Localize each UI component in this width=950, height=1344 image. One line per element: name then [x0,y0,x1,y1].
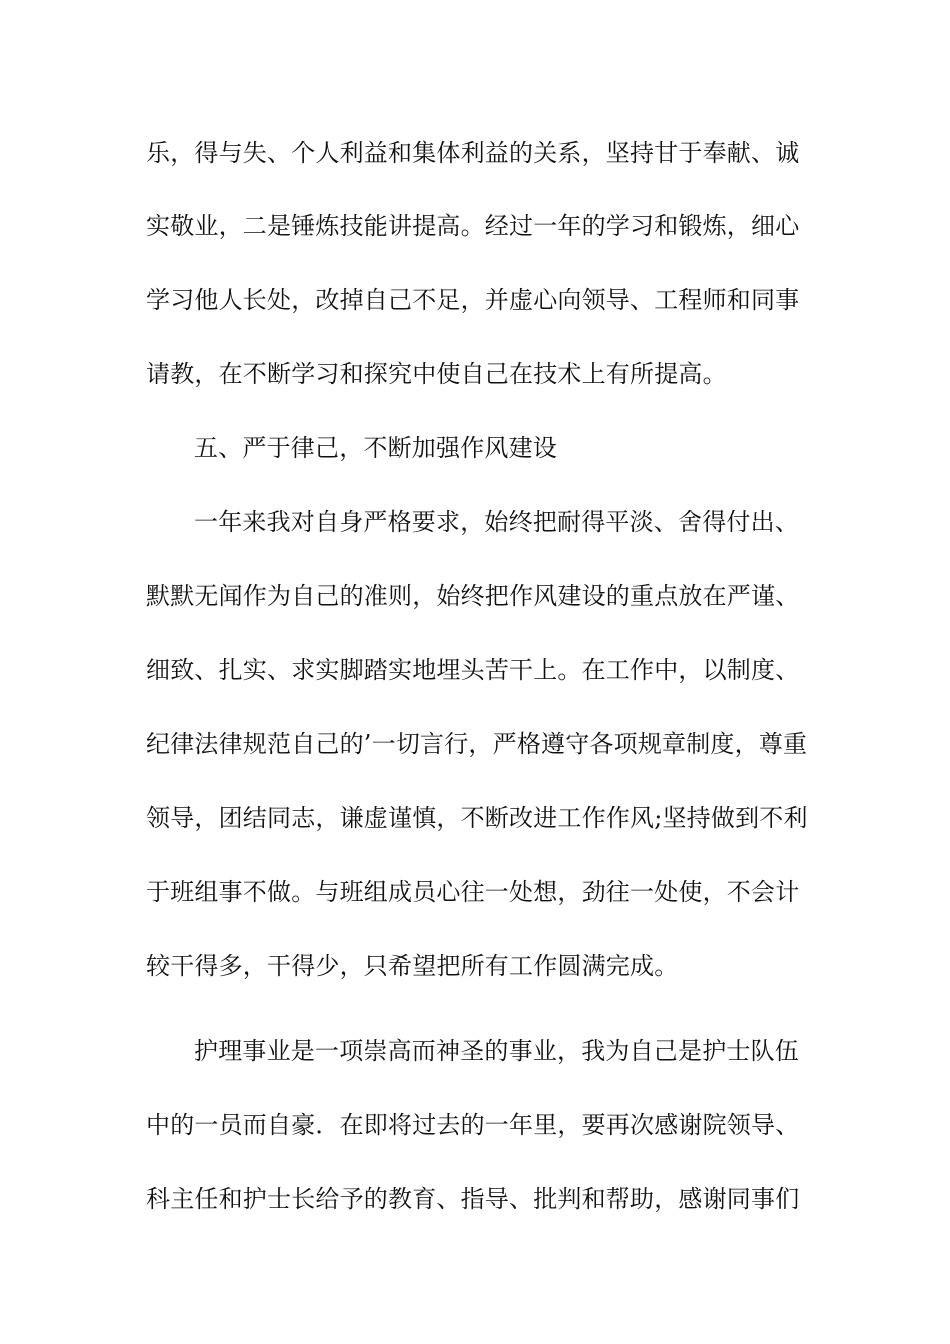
body-text-line-10: 领导，团结同志，谦虚谨慎，不断改进工作作风;坚持做到不利 [146,804,808,832]
body-text-line-12: 较干得多，干得少，只希望把所有工作圆满完成。 [146,952,679,980]
section-heading: 五、严于律己，不断加强作风建设 [194,434,557,462]
body-text-line-1: 乐，得与失、个人利益和集体利益的关系，坚持甘于奉献、诚 [146,139,800,167]
body-text-line-7: 默默无闻作为自己的准则，始终把作风建设的重点放在严谨、 [146,582,800,610]
body-text-line-3: 学习他人长处，改掉自己不足，并虚心向领导、工程师和同事 [146,286,800,314]
body-text-line-6: 一年来我对自身严格要求，始终把耐得平淡、舍得付出、 [194,508,799,536]
body-text-line-15: 科主任和护士长给予的教育、指导、批判和帮助，感谢同事们 [146,1185,800,1213]
body-text-line-13: 护理事业是一项崇高而神圣的事业，我为自己是护士队伍 [194,1037,799,1065]
body-text-line-9: 纪律法律规范自己的’一切言行，严格遵守各项规章制度，尊重 [146,730,808,758]
body-text-line-14: 中的一员而自豪．在即将过去的一年里，要再次感谢院领导、 [146,1111,800,1139]
body-text-line-11: 于班组事不做。与班组成员心往一处想，劲往一处使，不会计 [146,878,800,906]
body-text-line-2: 实敬业，二是锤炼技能讲提高。经过一年的学习和锻炼，细心 [146,212,800,240]
body-text-line-4: 请教，在不断学习和探究中使自己在技术上有所提高。 [146,360,727,388]
body-text-line-8: 细致、扎实、求实脚踏实地埋头苦干上。在工作中，以制度、 [146,656,800,684]
